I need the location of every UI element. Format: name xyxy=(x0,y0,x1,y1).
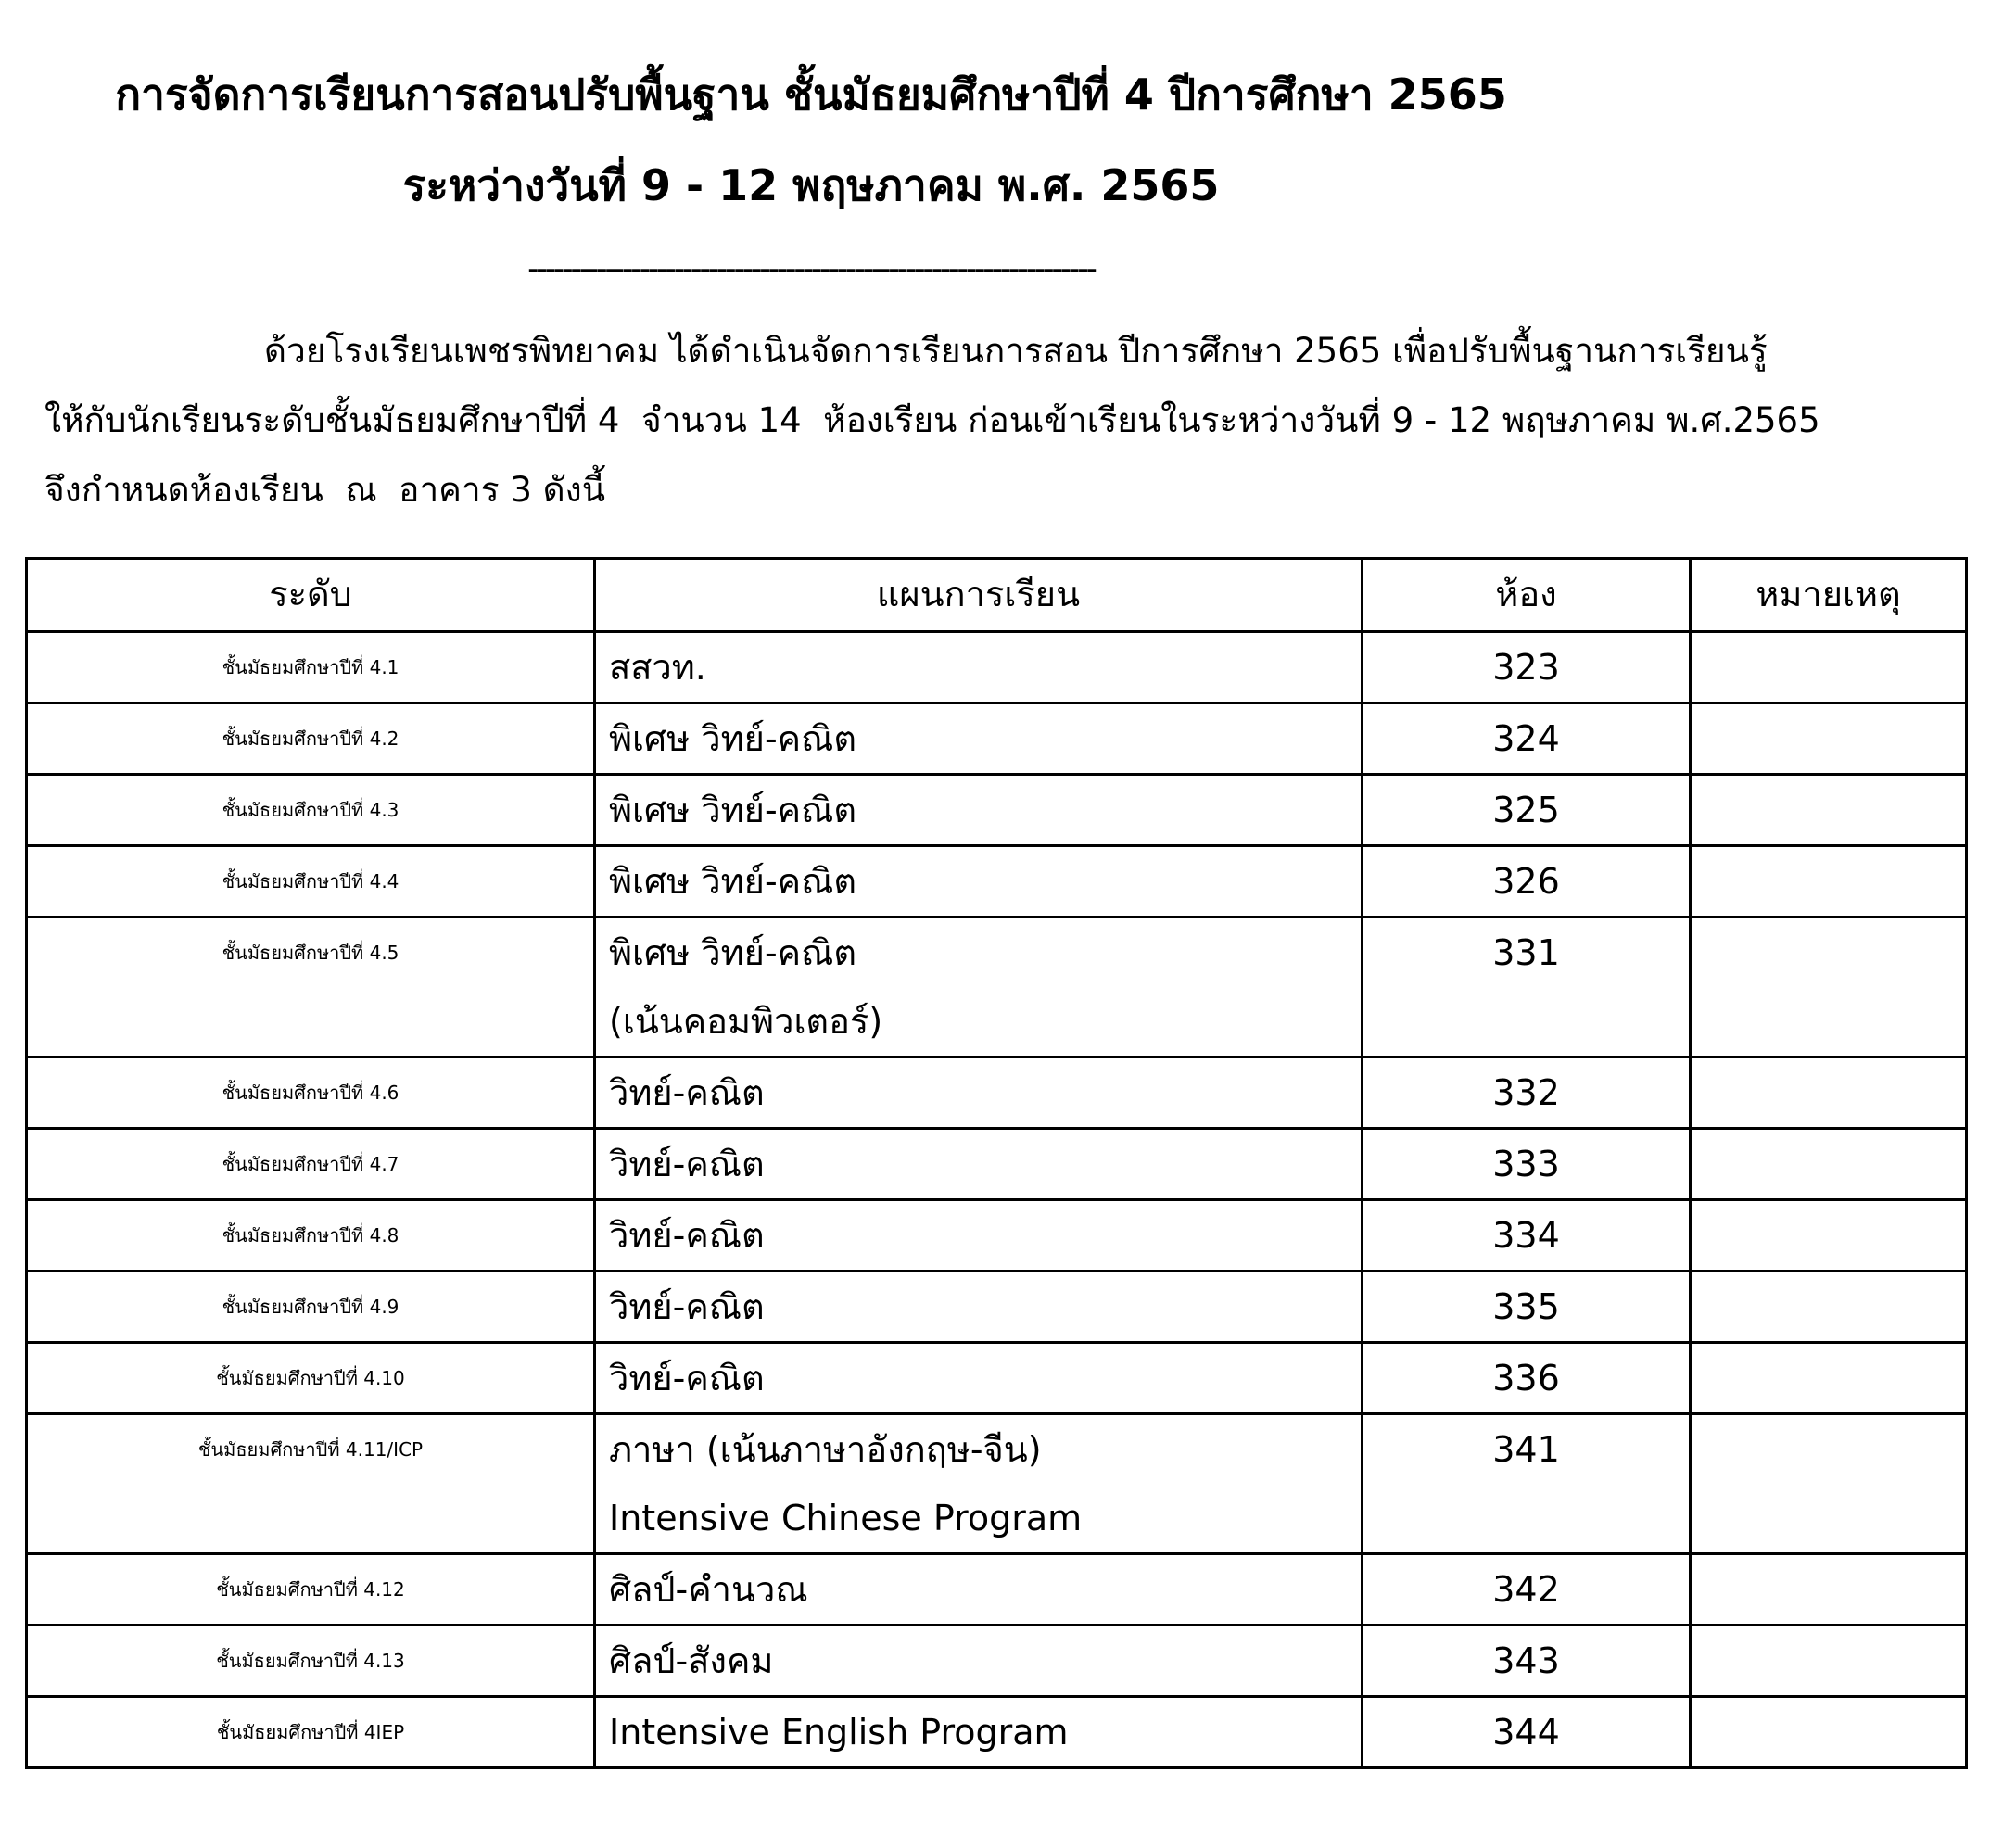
cell-plan xyxy=(595,1554,1363,1626)
document-subtitle: ระหว่างวันที่ 9 - 12 พฤษภาคม พ.ศ. 2565 xyxy=(402,160,1220,210)
cell-room: 344 xyxy=(1363,1697,1691,1768)
cell-level: ชั้นมัธยมศึกษาปีที่ 4.7 xyxy=(27,1129,595,1200)
plan-line: (เน้นคอมพิวเตอร์) xyxy=(609,1001,883,1042)
intro-paragraph-line-1: ด้วยโรงเรียนเพชรพิทยาคม ได้ดำเนินจัดการเรียนการสอน ปีการศึกษา 2565 เพื่อปรับพื้นฐานการเรียนรู้ xyxy=(264,331,1768,371)
cell-note xyxy=(1691,918,1967,1057)
cell-level: ชั้นมัธยมศึกษาปีที่ 4.9 xyxy=(27,1272,595,1343)
cell-room: 323 xyxy=(1363,632,1691,703)
plan-line: พิเศษ วิทย์-คณิต xyxy=(609,932,857,973)
table-row xyxy=(27,846,1967,918)
plan-line: สสวท. xyxy=(609,647,706,688)
cell-plan xyxy=(595,1414,1363,1554)
cell-plan xyxy=(595,1626,1363,1697)
cell-level: ชั้นมัธยมศึกษาปีที่ 4IEP xyxy=(27,1697,595,1768)
cell-plan xyxy=(595,775,1363,846)
cell-note xyxy=(1691,1200,1967,1272)
cell-plan xyxy=(595,1057,1363,1129)
table-row xyxy=(27,1554,1967,1626)
table-row xyxy=(27,703,1967,775)
cell-room: 332 xyxy=(1363,1057,1691,1129)
cell-level: ชั้นมัธยมศึกษาปีที่ 4.11/ICP xyxy=(27,1414,595,1554)
cell-note xyxy=(1691,632,1967,703)
classroom-table xyxy=(25,557,1968,1769)
cell-note xyxy=(1691,775,1967,846)
cell-level: ชั้นมัธยมศึกษาปีที่ 4.4 xyxy=(27,846,595,918)
table-row xyxy=(27,1697,1967,1768)
cell-note xyxy=(1691,1626,1967,1697)
table-header-row xyxy=(27,559,1967,632)
plan-line: Intensive English Program xyxy=(609,1712,1069,1753)
header-room: ห้อง xyxy=(1363,559,1691,632)
table-row xyxy=(27,1414,1967,1554)
table-row xyxy=(27,1626,1967,1697)
cell-plan xyxy=(595,1343,1363,1414)
plan-line: พิเศษ วิทย์-คณิต xyxy=(609,861,857,902)
cell-room: 341 xyxy=(1363,1414,1691,1554)
cell-room: 335 xyxy=(1363,1272,1691,1343)
cell-level: ชั้นมัธยมศึกษาปีที่ 4.8 xyxy=(27,1200,595,1272)
plan-line: Intensive Chinese Program xyxy=(609,1498,1083,1538)
cell-note xyxy=(1691,846,1967,918)
cell-level: ชั้นมัธยมศึกษาปีที่ 4.13 xyxy=(27,1626,595,1697)
dashed-divider: ------------------------------------------------------------------ xyxy=(527,250,1095,287)
cell-note xyxy=(1691,1414,1967,1554)
cell-plan xyxy=(595,1200,1363,1272)
header-note: หมายเหตุ xyxy=(1691,559,1967,632)
cell-room: 343 xyxy=(1363,1626,1691,1697)
table-row xyxy=(27,918,1967,1057)
intro-paragraph-line-2: ให้กับนักเรียนระดับชั้นมัธยมศึกษาปีที่ 4 จำนวน 14 ห้องเรียน ก่อนเข้าเรียนในระหว่างวันที่ 9 - 12 พฤษภาคม พ.ศ.2565 xyxy=(44,400,1820,440)
cell-note xyxy=(1691,1129,1967,1200)
cell-level: ชั้นมัธยมศึกษาปีที่ 4.12 xyxy=(27,1554,595,1626)
cell-note xyxy=(1691,1554,1967,1626)
cell-room: 325 xyxy=(1363,775,1691,846)
cell-level: ชั้นมัธยมศึกษาปีที่ 4.5 xyxy=(27,918,595,1057)
plan-line: วิทย์-คณิต xyxy=(609,1358,765,1399)
cell-room: 324 xyxy=(1363,703,1691,775)
table-row xyxy=(27,1057,1967,1129)
plan-line: ภาษา (เน้นภาษาอังกฤษ-จีน) xyxy=(609,1429,1042,1470)
table-row xyxy=(27,1200,1967,1272)
cell-room: 326 xyxy=(1363,846,1691,918)
cell-note xyxy=(1691,1697,1967,1768)
cell-note xyxy=(1691,1057,1967,1129)
table-row xyxy=(27,1272,1967,1343)
plan-line: วิทย์-คณิต xyxy=(609,1286,765,1327)
intro-paragraph-line-3: จึงกำหนดห้องเรียน ณ อาคาร 3 ดังนี้ xyxy=(44,470,606,510)
cell-plan xyxy=(595,632,1363,703)
table-row xyxy=(27,1343,1967,1414)
cell-room: 331 xyxy=(1363,918,1691,1057)
cell-room: 336 xyxy=(1363,1343,1691,1414)
cell-plan xyxy=(595,1272,1363,1343)
document-title: การจัดการเรียนการสอนปรับพื้นฐาน ชั้นมัธยมศึกษาปีที่ 4 ปีการศึกษา 2565 xyxy=(115,70,1507,120)
cell-level: ชั้นมัธยมศึกษาปีที่ 4.6 xyxy=(27,1057,595,1129)
cell-room: 333 xyxy=(1363,1129,1691,1200)
cell-level: ชั้นมัธยมศึกษาปีที่ 4.2 xyxy=(27,703,595,775)
cell-plan xyxy=(595,1129,1363,1200)
cell-note xyxy=(1691,1272,1967,1343)
cell-plan xyxy=(595,703,1363,775)
cell-note xyxy=(1691,703,1967,775)
plan-line: พิเศษ วิทย์-คณิต xyxy=(609,790,857,830)
cell-plan xyxy=(595,846,1363,918)
cell-plan xyxy=(595,918,1363,1057)
header-level: ระดับ xyxy=(27,559,595,632)
cell-room: 334 xyxy=(1363,1200,1691,1272)
table-row xyxy=(27,775,1967,846)
table-body xyxy=(27,632,1967,1768)
cell-level: ชั้นมัธยมศึกษาปีที่ 4.3 xyxy=(27,775,595,846)
cell-level: ชั้นมัธยมศึกษาปีที่ 4.10 xyxy=(27,1343,595,1414)
plan-line: ศิลป์-คำนวณ xyxy=(609,1569,808,1610)
plan-line: วิทย์-คณิต xyxy=(609,1072,765,1113)
cell-level: ชั้นมัธยมศึกษาปีที่ 4.1 xyxy=(27,632,595,703)
cell-note xyxy=(1691,1343,1967,1414)
plan-line: วิทย์-คณิต xyxy=(609,1144,765,1184)
cell-plan xyxy=(595,1697,1363,1768)
plan-line: พิเศษ วิทย์-คณิต xyxy=(609,718,857,759)
cell-room: 342 xyxy=(1363,1554,1691,1626)
table-row xyxy=(27,1129,1967,1200)
plan-line: วิทย์-คณิต xyxy=(609,1215,765,1256)
table-row xyxy=(27,632,1967,703)
plan-line: ศิลป์-สังคม xyxy=(609,1640,774,1681)
header-plan: แผนการเรียน xyxy=(595,559,1363,632)
